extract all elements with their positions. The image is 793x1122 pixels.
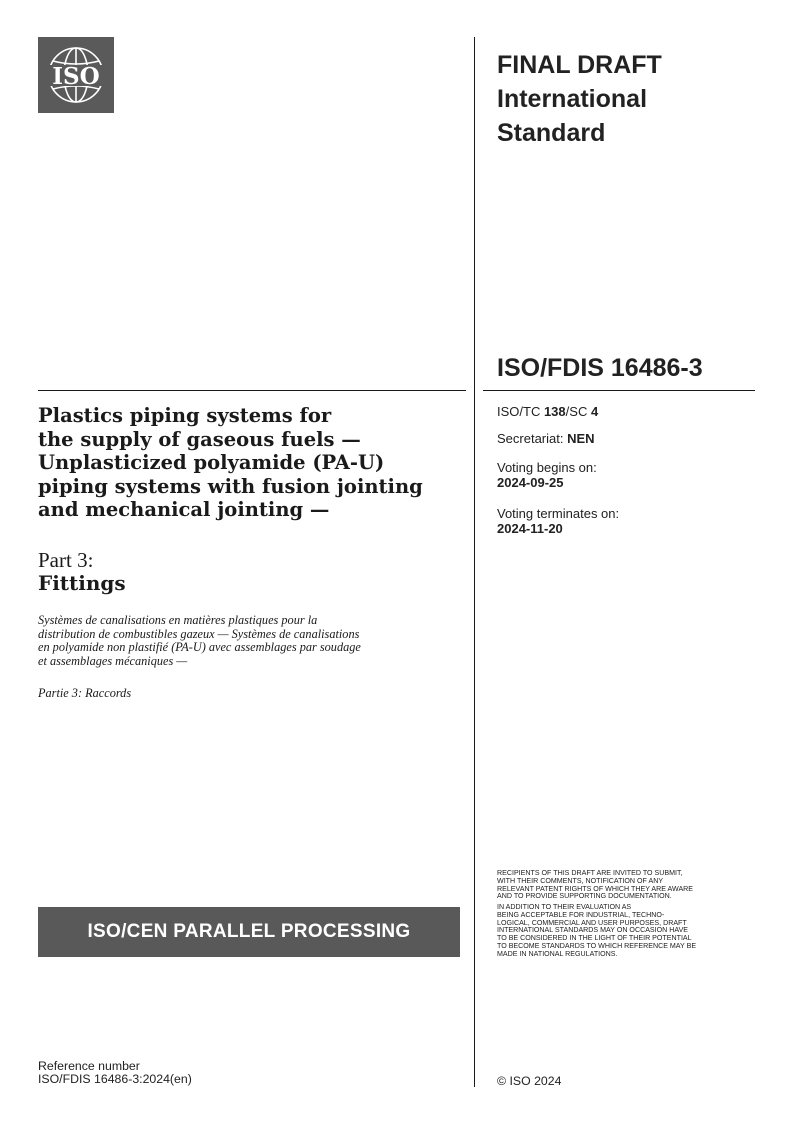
horizontal-rule-left <box>38 390 466 391</box>
reference-number <box>38 1060 192 1086</box>
tc-number: 138 <box>543 404 566 419</box>
parallel-processing-banner: ISO/CEN PARALLEL PROCESSING <box>38 907 460 957</box>
sc-number: 4 <box>590 404 599 419</box>
title-french: Systèmes de canalisations en matières plastiques pour la distribution de combustibles gazeux — Systèmes de canalisations en polyamide non plastifié (PA-U) avec assemblages par soudage et assemblages mécaniques — <box>38 613 361 669</box>
patent-notice: RECIPIENTS OF THIS DRAFT ARE INVITED TO SUBMIT, WITH THEIR COMMENTS, NOTIFICATION OF ANY RELEVANT PATENT RIGHTS OF WHICH THEY ARE AWARE AND TO PROVIDE SUPPORTING DOCUMENTATION. <box>497 869 694 901</box>
voting-terminates <box>497 506 747 536</box>
part-title: Fittings <box>38 571 126 595</box>
secretariat: Secretariat: NEN <box>497 431 595 446</box>
voting-terminates-label: Voting terminates on: <box>497 506 620 521</box>
vertical-divider <box>474 37 475 1087</box>
voting-begins-date: 2024-09-25 <box>497 475 564 490</box>
document-code: ISO/FDIS 16486-3 <box>497 354 703 382</box>
voting-begins-label: Voting begins on: <box>497 460 597 475</box>
evaluation-notice: IN ADDITION TO THEIR EVALUATION AS BEING ACCEPTABLE FOR INDUSTRIAL, TECHNO- LOGICAL, COMMERCIAL AND USER PURPOSES, DRAFT INTERNATIONAL STANDARDS MAY ON OCCASION HAVE TO BE CONSIDERED IN THE LIGHT OF THEIR POTENTIAL TO BECOME STANDARDS TO WHICH REFERENCE MAY BE MADE IN NATIONAL REGULATIONS. <box>497 903 697 958</box>
logo-text: ISO <box>52 63 100 90</box>
status-line-2: International <box>497 85 648 113</box>
status-line-3: Standard <box>497 119 606 147</box>
voting-begins <box>497 460 747 490</box>
document-status <box>497 48 757 150</box>
copyright: © ISO 2024 <box>497 1074 562 1088</box>
globe-icon <box>38 37 114 113</box>
status-line-1: FINAL DRAFT <box>497 51 662 79</box>
reference-label: Reference number <box>38 1059 140 1073</box>
committee: ISO/TC 138/SC 4 <box>497 404 599 419</box>
part-label: Part 3: <box>38 548 94 572</box>
part-french: Partie 3: Raccords <box>38 686 132 700</box>
reference-value: ISO/FDIS 16486-3:2024(en) <box>38 1072 192 1086</box>
voting-terminates-date: 2024-11-20 <box>497 521 563 536</box>
iso-logo <box>38 37 114 113</box>
title-english: Plastics piping systems for the supply of gaseous fuels — Unplasticized polyamide (PA-U) piping systems with fusion jointing and mechanical jointing — <box>38 404 423 522</box>
horizontal-rule-right <box>483 390 755 391</box>
secretariat-value: NEN <box>567 431 595 446</box>
